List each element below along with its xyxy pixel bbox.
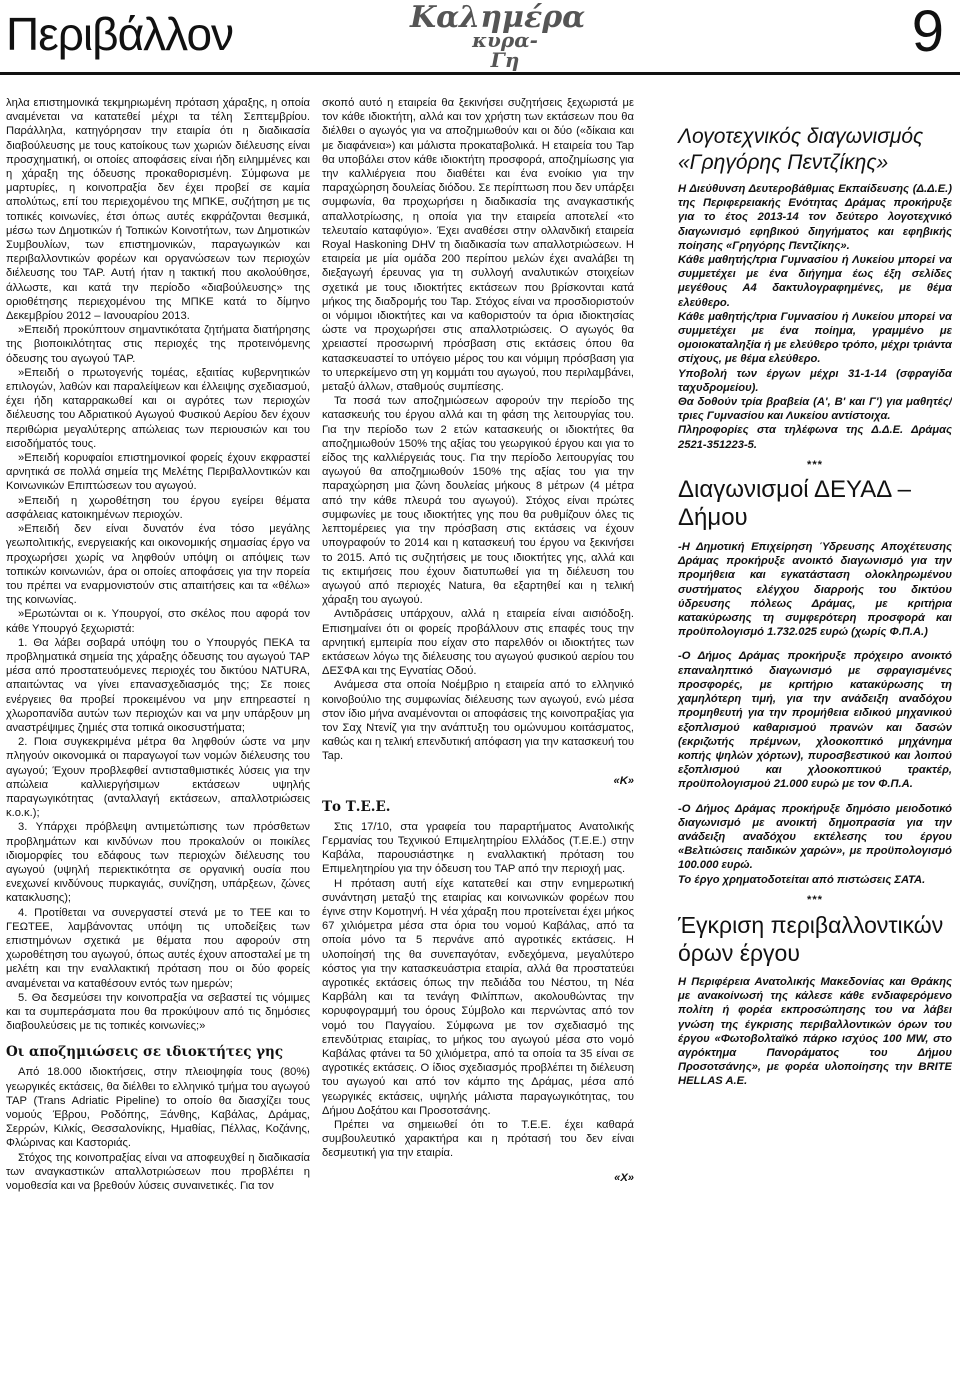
spacer bbox=[660, 639, 952, 649]
logo-line2: κυρα-Γη bbox=[472, 28, 538, 72]
brief-paragraph: -Ο Δήμος Δράμας προκήρυξε δημόσιο μειοδοτικό διαγωνισμό με ανοικτή δημοπρασία για την ανάδειξη αναδόχου εκτέλεσης του έργου «Βελτιώσεις παιδικών χαρών», με προϋπολογισμό 100.000 ευρώ. bbox=[678, 802, 952, 872]
news-briefs-column bbox=[660, 96, 952, 1371]
separator-stars: *** bbox=[806, 893, 824, 906]
paragraph: Ανάμεσα στα οποία Νοέμβριο η εταιρεία από το ελληνικό κοινοβούλιο της συμφωνίας διέλευσης των αγωγού, ενώ μέσα στον ίδιο μήνα αναμένονται οι αποφάσεις της κοινοπραξίας για τον Σαχ Ντενίζ για την ανάπτυξη του ομώνυμου κοιτάσματος, καθώς και η τελική επενδυτική απόφαση για την κατασκευή του Tap. bbox=[322, 679, 634, 763]
tenders-title: Διαγωνισμοί ΔΕΥΑΔ – Δήμου bbox=[678, 476, 911, 532]
masthead-logo bbox=[410, 0, 586, 72]
subheading-tee: Το Τ.Ε.Ε. bbox=[322, 798, 391, 815]
paragraph: 1. Θα λάβει σοβαρά υπόψη του ο Υπουργός ΠΕΚΑ τα προβληματικά σημεία της χάραξης όδευσης του αγωγού TAP μέσα από προστατευόμενες περιοχές του δικτύου NATURA, απαιτώντας να γίνει επανασχεδιασμός της; Σε ποιες ενέργειες θα προβεί προκειμένου να μην επηρεαστεί η χλωροπανίδα αυτών των περιοχών και να μην υπάρξουν μη αναστρέψιμες ζημιές στα τοπικά οικοσυστήματα; bbox=[6, 636, 310, 734]
paragraph: ληλα επιστημονικά τεκμηριωμένη πρόταση χάραξης, η οποία αναμένεται να κατατεθεί μέχρι τα τέλη Σεπτεμβρίου. Παράλληλα, κατηγόρησαν την εταιρία ότι η διαδικασία διαβούλευσης με τους κατοίκους των χωριών διέλευσης είναι προσχηματική, οι οποίες αποφάσεις είναι ήδη ειλημμένες και η χάραξη της όδευσης προκαθορισμένη. Σύμφωνα με μαρτυρίες, η κοινοπραξία δεν έχει προβεί σε καμία απολύτως, επί του περιεχομένου της ΜΠΚΕ, συζήτηση με τις τοπικές κοινωνίες, έτσι όπως αυτές εκφράζονται θεσμικά, μέσω των Δημοτικών ή Τοπικών Κοινοτήτων, των Δημοτικών Συμβουλίων, των επιστημονικών, παραγωγικών και περιβαλλοντικών φορέων και οργανώσεων των περιοχών διέλευσης του TAP. Αυτή ήταν η τακτική που ακολούθησε, άλλωστε, και κατά την περίοδο «διαβούλευσης» της οριοθέτησης περιεχομένου της ΜΠΚΕ κατά το δίμηνο Δεκεμβρίου 2012 – Ιανουαρίου 2013. bbox=[6, 97, 310, 323]
paragraph: »Επειδή προκύπτουν σημαντικότατα ζητήματα διατήρησης της βιοποικιλότητας στις περιοχές της προτεινόμενης όδευσης του αγωγού TAP. bbox=[6, 324, 310, 365]
paragraph: Από 18.000 ιδιοκτήσεις, στην πλειοψηφία τους (80%) γεωργικές εκτάσεις, θα διέλθει το ελληνικό τμήμα του αγωγού TAP (Trans Adriatic Pipeline) το οποίο θα διασχίζει τους νομούς Έβρου, Ροδόπης, Ξάνθης, Καβάλας, Δράμας, Σερρών, Κιλκίς, Θεσσαλονίκης, Ημαθίας, Πέλλας, Κοζάνης, Φλώρινας και Καστοριάς. bbox=[6, 1066, 310, 1150]
brief-paragraph: Υποβολή των έργων μέχρι 31-1-14 (σφραγίδα ταχυδρομείου). bbox=[678, 367, 952, 394]
brief-paragraph: Η Περιφέρεια Ανατολικής Μακεδονίας και Θράκης με ανακοίνωσή της κάλεσε κάθε ενδιαφερόμενο πολίτη ή φορέα εκπροσώπησης του να λάβει γνώση της έγκρισης περιβαλλοντικών όρων του έργου «Φωτοβολταϊκό πάρκο ισχύος 100 MW, στο αγρόκτημα Πανοράματος του Δήμου Προσοτσάνης», με φορέα υλοποίησης την BRITE HELLAS A.E. bbox=[678, 975, 952, 1088]
paragraph: 2. Ποια συγκεκριμένα μέτρα θα ληφθούν ώστε να μην πληγούν οικονομικά οι παραγωγοί των νομών διέλευσης του αγωγού; Έχουν προβλεφθεί αντισταθμιστικές λύσεις για την απώλεια καλλιεργήσιμων εκτάσεων υψηλής παραγωγικότητας (ανταλλαγή εκτάσεων, απαλλοτριώσεις κ.ο.κ.); bbox=[6, 736, 310, 820]
paragraph: Στόχος της κοινοπραξίας είναι να αποφευχθεί η διαδικασία των αναγκαστικών απαλλοτριώσεων που προβλέπει η νομοθεσία και να βρεθούν λύσεις συναινετικές. Για τον bbox=[6, 1151, 310, 1193]
section-title: Περιβάλλον bbox=[6, 8, 234, 60]
brief-paragraph: Κάθε μαθητής/τρια Γυμνασίου ή Λυκείου μπορεί να συμμετέχει με ένα διήγημα έως έξη σελίδες μεγέθους Α4 δακτυλογραφημένες, με θέμα ελεύθερο. bbox=[678, 254, 952, 309]
paragraph: Πρέπει να σημειωθεί ότι το Τ.Ε.Ε. έχει καθαρά συμβουλευτικό χαρακτήρα και η πρότασή του δεν είναι δεσμευτική για την εταιρία. bbox=[322, 1119, 634, 1160]
author-signature: «Χ» bbox=[614, 1171, 634, 1184]
paragraph: »Επειδή δεν είναι δυνατόν ένα τόσο μεγάλης γεωπολιτικής, ενεργειακής και οικονομικής σημασίας έργο να προχωρήσει χωρίς να ληφθούν υπόψη οι απόψεις των τοπικών κοινωνιών, άρα οι οποίες αποφάσεις για την πορεία του πρέπει να εναρμονιστούν στις απαιτήσεις και τα «θέλω» της κοινωνίας. bbox=[6, 523, 310, 607]
paragraph: 4. Προτίθεται να συνεργαστεί στενά με το ΤΕΕ και το ΓΕΩΤΕΕ, λαμβάνοντας υπόψη τις υποδείξεις των επιστημόνων σχετικά με θέματα που αφορούν στη χωροθέτηση του αγωγού, όπως αυτές έχουν αποσταλεί με τη μελέτη και την εναλλακτική πρόταση που οι δύο φορείς αναμένεται να καταθέσουν εντός των ημερών; bbox=[6, 906, 310, 990]
paragraph: Αντιδράσεις υπάρχουν, αλλά η εταιρεία είναι αισιόδοξη. Επισημαίνει ότι οι φορείς προβάλλουν στις επαφές τους την αρνητική εμπειρία που είχαν στο παρελθόν οι ιδιοκτήτες των εκτάσεων λόγω της διέλευσης του αγωγού φυσικού αερίου του ΔΕΣΦΑ και της Εγνατίας Οδού. bbox=[322, 608, 634, 678]
article-column-2 bbox=[322, 96, 634, 1371]
spacer bbox=[660, 792, 952, 802]
paragraph: Στις 17/10, στα γραφεία του παραρτήματος Ανατολικής Γερμανίας του Τεχνικού Επιμελητηρίου Ελλάδος (Τ.Ε.Ε.) στην Καβάλα, παρουσιάστηκε η εναλλακτική πρόταση του Επιμελητηρίου για την όδευση του TAP από την περιοχή μας. bbox=[322, 820, 634, 876]
subheading-compensation: Οι αποζημιώσεις σε ιδιοκτήτες γης bbox=[6, 1044, 284, 1061]
paragraph: 5. Θα δεσμεύσει την κοινοπραξία να σεβαστεί τις νόμιμες και τα συμπεράσματα που θα προκύψουν από τις δημόσιες διαβουλεύσεις με τις τοπικές κοινωνίες;» bbox=[6, 991, 310, 1033]
brief-paragraph: -Ο Δήμος Δράμας προκήρυξε πρόχειρο ανοικτό επαναληπτικό διαγωνισμό με σφραγισμένες προσφορές, με κριτήριο κατακύρωσης τη χαμηλότερη τιμή, για την ανάδειξη αναδόχου προμηθευτή για την προμήθεια ειδικού μηχανικού εξοπλισμού καθαρισμού πρανών και δασών (εκριζωτής πρέμνων, χλοοκοπτικό μηχάνημα κοπής ψηλών χόρτων), πυροσβεστικού και λοιπού εξοπλισμού και χλοοκοπτικού τρακτέρ, προϋπολογισμού 21.000 ευρώ με τον Φ.Π.Α. bbox=[678, 650, 952, 791]
brief-paragraph: Το έργο χρηματοδοτείται από πιστώσεις ΣΑΤΑ. bbox=[678, 873, 926, 886]
brief-paragraph: Η Διεύθυνση Δευτεροβάθμιας Εκπαίδευσης (Δ.Δ.Ε.) της Περιφερειακής Ενότητας Δράμας προκήρυξε για το έτος 2013-14 τον δεύτερο λογοτεχνικό διαγωνισμό εφηβικού διηγήματος και εφηβικής ποίησης «Γρηγόρης Πεντζίκης». bbox=[678, 183, 952, 252]
logo-line1: Καλημέρα bbox=[410, 0, 586, 35]
paragraph: 3. Υπάρχει πρόβλεψη αντιμετώπισης των πρόσθετων προβλημάτων και κινδύνων που προκαλούν οι ποικίλες ιδιομορφίες του εδάφους των περιοχών διέλευσης του αγωγού (υψηλή περιεκτικότητα σε οργανική ουσία που ενεχωνεί κινδύνους πυρκαγιάς, συνίζηση, υπάρξεων, ζώνες κατακλυσης); bbox=[6, 821, 310, 905]
paragraph: Η πρόταση αυτή είχε κατατεθεί και στην ενημερωτική συνάντηση μεταξύ της εταιρίας και κοινωνικών φορέων που έγινε στην Κομοτηνή. Η νέα χάραξη που προτείνεται έχει μήκος 67 χιλιόμετρα μέσα στα όρια του νομού Καβάλας, από τα οποία μόνο τα 5 περνάνε από αγροτικές εκτάσεις. Η υλοποίησή της θα συνεπαγόταν, ενδεχόμενα, μεγαλύτερο κόστος για την κατασκευάστρια εταιρία, αλλά θα προστατεύει αγροτικές εκτάσεις όπως την πεδιάδα του Νέστου, τη Νέα Καρβάλη και τα τενάγη Φιλίππων, ακολουθώντας την κορυφογραμμή του όρους Σύμβολο και περνώντας από τον νομό του Παγγαίου. Σύμφωνα με τον σχεδιασμό της επενδύτριας εταιρίας, το μήκος του αγωγού μέσα στο νομό Καβάλας φτάνει τα 50 χιλιόμετρα, από τα οποία τα 35 είναι σε αγροτικές εκτάσεις. Ο ίδιος σχεδιασμός προβλέπει τη διέλευση του αγωγού και από τον κάμπο της Δράμας, μέσα από γεωργικές εκτάσεις, υψηλής μάλιστα παραγωγικότητας, του Δήμου Δοξάτου και Προσοτσάνης. bbox=[322, 877, 634, 1117]
paragraph: »Επειδή η χωροθέτηση του έργου εγείρει θέματα ασφάλειας κατοικημένων περιοχών. bbox=[6, 494, 310, 521]
page-number: 9 bbox=[911, 0, 944, 64]
paragraph: »Επειδή κορυφαίοι επιστημονικοί φορείς έχουν εκφραστεί αρνητικά σε πολλά σημεία της Μελέτης Περιβαλλοντικών και Κοινωνικών Επιπτώσεων του αγωγού. bbox=[6, 452, 310, 493]
paragraph: »Ερωτώνται οι κ. Υπουργοί, στο σκέλος που αφορά τον κάθε Υπουργό ξεχωριστά: bbox=[6, 608, 310, 635]
page-header bbox=[0, 0, 960, 74]
separator-stars: *** bbox=[806, 458, 824, 471]
literary-contest-title: Λογοτεχνικός διαγωνισμός «Γρηγόρης Πεντζίκης» bbox=[678, 125, 924, 174]
environmental-terms-title: Έγκριση περιβαλλοντικών όρων έργου bbox=[678, 911, 944, 966]
author-signature: «Κ» bbox=[613, 774, 634, 787]
paragraph: »Επειδή ο πρωτογενής τομέας, εξαιτίας κυβερνητικών επιλογών, λαθών και παραλείψεων και έλλειψης σχεδιασμού, έχει ήδη καταρρακωθεί και οι αγρότες των περιοχών διέλευσης του Αδριατικού Αγωγού Φυσικού Αερίου δεν έχουν περιθώρια μεγαλύτερης απώλειας των περιουσιών και του εισοδήματός τους. bbox=[6, 366, 310, 450]
paragraph: σκοπό αυτό η εταιρεία θα ξεκινήσει συζητήσεις ξεχωριστά με τον κάθε ιδιοκτήτη, αλλά και τον χρήστη των εκτάσεων που θα διέλθει ο αγωγός για να αποζημιωθούν και οι δύο («δίκαια και με διαφάνεια») και μάλιστα προκαταβολικά. Η εταιρεία του Tap θα υποβάλει στον κάθε ιδιοκτήτη προσφορά, αποζημίωσης για την καλλιέργεια που διαθέτει και ένα ενοίκιο για την παραχώρηση δουλείας διόδου. Σε περίπτωση που δεν υπάρξει συμφωνία, θα προχωρήσει η διαδικασία της αναγκαστικής απαλλοτρίωσης, η οποία για την εταιρεία αποτελεί «το τελευταίο καταφύγιο». Έχει αναθέσει στην ολλανδική εταιρεία Royal Haskoning DHV τη διαδικασία των απαλλοτριώσεων. Η εταιρεία με μία ομάδα 200 περίπου μελών έχει αναλάβει τη διεξαγωγή έρευνας για τη συλλογή αναλυτικών στοιχείων σχετικά με τους ιδιοκτήτες εκτάσεων που βρίσκονται κατά μήκος της διαδρομής του Tap. Στόχος είναι να προσδιοριστούν οι νόμιμοι ιδιοκτήτες και να καθοριστούν τα όρια ιδιοκτησίας ώστε να προχωρήσει στις απαλλοτριώσεις. Ο αγωγός θα χρειαστεί προσωρινή πρόσβαση στις εκτάσεις όπου θα κατασκευαστεί το υπόγειο μέρος του και νόμιμη πρόσβαση για το υπερκείμενο στη γη κομμάτι του αγωγού, που περιλαμβάνει, μεταξύ άλλων, σταθμούς συμπίεσης. bbox=[322, 97, 634, 394]
header-rule bbox=[0, 72, 960, 75]
paragraph: Τα ποσά των αποζημιώσεων αφορούν την περίοδο της κατασκευής του έργου αλλά και τη φάση της λειτουργίας του. Για την περίοδο των 2 ετών κατασκευής οι ιδιοκτήτες θα αποζημιωθούν 150% της αξίας του γεωργικού έργου και για το είδος της καλλιέργειάς τους. Για την περίοδο λειτουργίας του αγωγού θα αποζημιωθούν 150% της αξίας του για την παραχώρηση μια ζώνη δουλείας μήκους 8 μέτρων (4 μέτρα από την κάθε πλευρά του αγωγού). Στόχος είναι πρώτες συμφωνίες με τους ιδιοκτήτες γης που θα ρυθμίζουν όλες τις λεπτομέρειες για την πρόσβαση στις εκτάσεις να έχουν υπογραφούν το 2014 και η κατασκευή του έργου να ξεκινήσει το 2015. Από τις συζητήσεις με τους ιδιοκτήτες γης, αλλά και τις εκτιμήσεις που έχουν διατυπωθεί για τη διέλευση του αγωγού από περιοχές Natura, θα εξαρτηθεί και η τελική χάραξη του αγωγού. bbox=[322, 395, 634, 607]
brief-paragraph: -Η Δημοτική Επιχείρηση Ύδρευσης Αποχέτευσης Δράμας προκήρυξε ανοικτό διαγωνισμό για την προμήθεια και εγκατάσταση ολοκληρωμένου συστήματος ελέγχου διαρροής του δικτύου ύδρευσης πόλεως Δράμας, με κριτήρια κατακύρωσης τη συμφερότερη προσφορά και προϋπολογισμό 1.732.025 ευρώ (χωρίς Φ.Π.Α.) bbox=[678, 541, 952, 639]
brief-paragraph: Πληροφορίες στα τηλέφωνα της Δ.Δ.Ε. Δράμας 2521-351223-5. bbox=[678, 424, 952, 451]
brief-paragraph: Κάθε μαθητής/τρια Γυμνασίου ή Λυκείου μπορεί να συμμετέχει με ένα ποίημα, γραμμένο με ομοιοκαταληξία ή με ελεύθερο τρόπο, μέχρι τριάντα στίχους, με θέμα ελεύθερο. bbox=[678, 310, 952, 366]
article-column-1 bbox=[6, 96, 310, 1371]
brief-paragraph: Θα δοθούν τρία βραβεία (Α', Β' και Γ') για μαθητές/τριες Γυμνασίου και Λυκείου αντίστοιχα. bbox=[678, 396, 952, 423]
